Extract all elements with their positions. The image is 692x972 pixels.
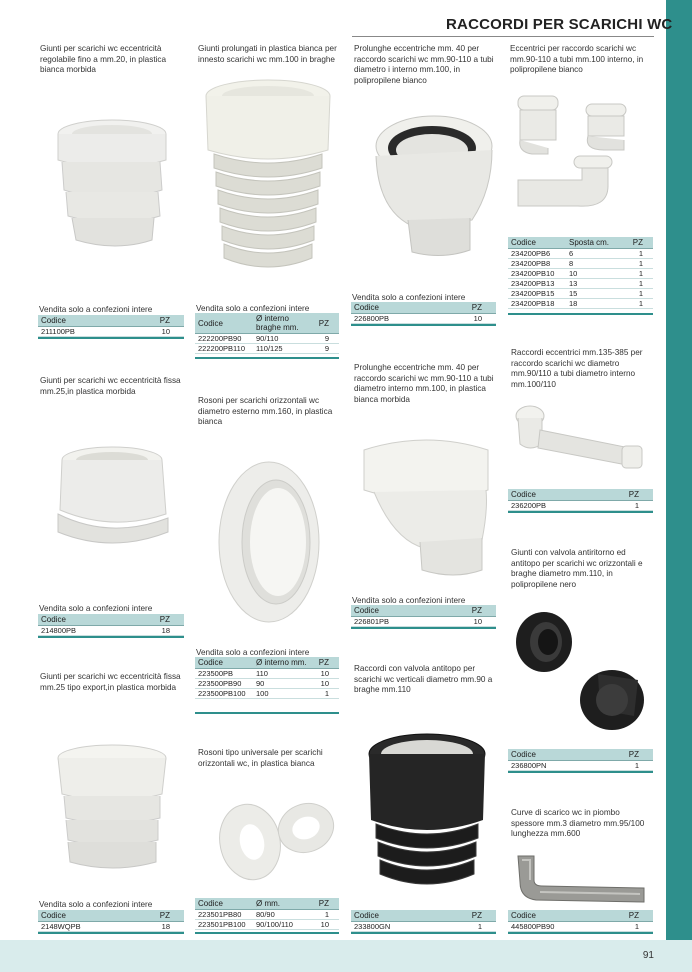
code-table bbox=[38, 910, 184, 932]
table-rule bbox=[38, 337, 184, 339]
product-description: Curve di scarico wc in piombo spessore mm.3 diametro mm.95/100 lunghezza mm.600 bbox=[511, 808, 645, 838]
product-description: Giunti con valvola antiritorno ed antitopo per scarichi wc orizzontali e braghe diametro mm.110, in polipropilene nero bbox=[511, 548, 643, 589]
col-header-pz: PZ bbox=[596, 749, 654, 761]
product-code: 226800PB bbox=[351, 314, 438, 324]
sale-note: Vendita solo a confezioni intere bbox=[196, 304, 310, 313]
col-header-pz: PZ bbox=[624, 237, 653, 249]
code-table bbox=[195, 313, 339, 354]
col-header-pz: PZ bbox=[601, 910, 653, 922]
product-image-antirodent-valve bbox=[362, 730, 492, 900]
table-rule bbox=[195, 932, 339, 934]
col-header-diameter: Ø interno mm. bbox=[253, 657, 314, 669]
product-code: 234200PB6 bbox=[508, 249, 566, 259]
product-description: Giunti per scarichi wc eccentricità regolabile fino a mm.20, in plastica bianca morbida bbox=[40, 44, 167, 74]
product-image-fixed-joint bbox=[44, 440, 180, 560]
offset: 6 bbox=[566, 249, 624, 259]
product-description: Giunti per scarichi wc eccentricità fissa mm.25 tipo export,in plastica morbida bbox=[40, 672, 181, 692]
col-header-code: Codice bbox=[195, 657, 253, 669]
product-code: 223500PB bbox=[195, 669, 253, 679]
table-row bbox=[508, 761, 653, 771]
product-code: 211100PB bbox=[38, 327, 125, 337]
package-qty: 10 bbox=[438, 617, 496, 627]
table-row bbox=[195, 689, 339, 699]
code-table bbox=[195, 898, 339, 930]
col-header-code: Codice bbox=[38, 910, 129, 922]
package-qty: 10 bbox=[314, 669, 339, 679]
package-qty: 9 bbox=[316, 334, 339, 344]
side-color-band bbox=[666, 0, 692, 940]
col-header-pz: PZ bbox=[125, 315, 184, 327]
col-header-pz: PZ bbox=[439, 910, 496, 922]
offset: 13 bbox=[566, 279, 624, 289]
col-header-code: Codice bbox=[508, 237, 566, 249]
product-code: 222200PB110 bbox=[195, 344, 253, 354]
table-rule bbox=[351, 627, 496, 629]
table-rule bbox=[351, 932, 496, 934]
table-row bbox=[195, 669, 339, 679]
package-qty: 1 bbox=[624, 279, 653, 289]
table-rule bbox=[38, 932, 184, 934]
product-image-universal-rosettes bbox=[214, 794, 340, 888]
diameter: 100 bbox=[253, 689, 314, 699]
package-qty: 1 bbox=[596, 761, 654, 771]
sale-note: Vendita solo a confezioni intere bbox=[39, 305, 153, 314]
product-description: Prolunghe eccentriche mm. 40 per raccordo scarichi wc mm.90-110 a tubi diametro i interno mm.100, in polipropilene bianco bbox=[354, 44, 494, 85]
table-rule bbox=[508, 771, 653, 773]
diameter: 110/125 bbox=[253, 344, 316, 354]
table-rule bbox=[508, 511, 653, 513]
package-qty: 18 bbox=[129, 922, 184, 932]
product-code: 222200PB90 bbox=[195, 334, 253, 344]
table-rule bbox=[195, 712, 339, 714]
code-table bbox=[351, 605, 496, 627]
product-code: 234200PB13 bbox=[508, 279, 566, 289]
package-qty: 10 bbox=[125, 327, 184, 337]
col-header-code: Codice bbox=[508, 910, 601, 922]
diameter: 90 bbox=[253, 679, 314, 689]
product-code: 234200PB15 bbox=[508, 289, 566, 299]
table-row bbox=[38, 922, 184, 932]
product-code: 236200PB bbox=[508, 501, 595, 511]
code-table bbox=[508, 489, 653, 511]
product-description: Rosoni per scarichi orizzontali wc diametro esterno mm.160, in plastica bianca bbox=[198, 396, 333, 426]
product-image-export-joint bbox=[40, 738, 184, 888]
product-image-wc-joint bbox=[42, 110, 182, 260]
table-row bbox=[38, 327, 184, 337]
table-row bbox=[351, 922, 496, 932]
sale-note: Vendita solo a confezioni intere bbox=[352, 293, 466, 302]
col-header-pz: PZ bbox=[126, 614, 184, 626]
product-description: Raccordi con valvola antitopo per scarichi wc verticali diametro mm.90 a braghe mm.110 bbox=[354, 664, 493, 694]
product-description: Eccentrici per raccordo scarichi wc mm.90-110 a tubi mm.100 interno, in polipropilene bianco bbox=[510, 44, 644, 74]
table-rule bbox=[508, 313, 653, 315]
offset: 15 bbox=[566, 289, 624, 299]
code-table bbox=[351, 910, 496, 932]
table-row bbox=[508, 259, 653, 269]
sale-note: Vendita solo a confezioni intere bbox=[352, 596, 466, 605]
title-divider bbox=[352, 36, 654, 37]
code-table bbox=[508, 749, 653, 771]
table-row bbox=[508, 249, 653, 259]
code-table bbox=[351, 302, 496, 324]
product-code: 223500PB90 bbox=[195, 679, 253, 689]
table-row bbox=[351, 617, 496, 627]
product-code: 2148WQPB bbox=[38, 922, 129, 932]
offset: 8 bbox=[566, 259, 624, 269]
col-header-code: Codice bbox=[351, 302, 438, 314]
product-code: 233800GN bbox=[351, 922, 439, 932]
package-qty: 1 bbox=[624, 249, 653, 259]
table-row bbox=[508, 269, 653, 279]
package-qty: 1 bbox=[314, 689, 339, 699]
table-row bbox=[508, 922, 653, 932]
table-row bbox=[195, 344, 339, 354]
product-image-lead-bend bbox=[508, 850, 654, 906]
package-qty: 1 bbox=[439, 922, 496, 932]
package-qty: 10 bbox=[438, 314, 496, 324]
package-qty: 1 bbox=[624, 269, 653, 279]
col-header-code: Codice bbox=[351, 910, 439, 922]
table-rule bbox=[351, 324, 496, 326]
product-description: Giunti prolungati in plastica bianca per innesto scarichi wc mm.100 in braghe bbox=[198, 44, 337, 64]
table-row bbox=[508, 299, 653, 309]
diameter: 90/110 bbox=[253, 334, 316, 344]
table-row bbox=[195, 334, 339, 344]
product-code: 214800PB bbox=[38, 626, 126, 636]
product-code: 223501PB100 bbox=[195, 920, 253, 930]
product-image-eccentric-connector bbox=[510, 400, 650, 474]
table-row bbox=[195, 920, 339, 930]
product-description: Giunti per scarichi wc eccentricità fissa mm.25,in plastica morbida bbox=[40, 376, 181, 396]
product-image-eccentric-extension bbox=[352, 110, 498, 260]
footer-band bbox=[0, 940, 692, 972]
diameter: 90/100/110 bbox=[253, 920, 309, 930]
product-image-extended-joint bbox=[198, 76, 338, 292]
col-header-diameter: Ø mm. bbox=[253, 898, 309, 910]
table-row bbox=[508, 279, 653, 289]
table-row bbox=[351, 314, 496, 324]
package-qty: 18 bbox=[126, 626, 184, 636]
package-qty: 10 bbox=[309, 920, 339, 930]
product-description: Raccordi eccentrici mm.135-385 per raccordo scarichi wc diametro mm.90/110 a tubi diametro interno mm.100/110 bbox=[511, 348, 643, 389]
offset: 10 bbox=[566, 269, 624, 279]
table-rule bbox=[508, 932, 653, 934]
col-header-pz: PZ bbox=[438, 605, 496, 617]
package-qty: 10 bbox=[314, 679, 339, 689]
product-code: 236800PN bbox=[508, 761, 596, 771]
code-table bbox=[195, 657, 339, 699]
table-row bbox=[508, 289, 653, 299]
col-header-pz: PZ bbox=[129, 910, 184, 922]
product-image-soft-extension bbox=[354, 430, 498, 580]
page-title: RACCORDI PER SCARICHI WC bbox=[446, 16, 673, 33]
product-code: 234200PB18 bbox=[508, 299, 566, 309]
table-row bbox=[195, 910, 339, 920]
col-header-code: Codice bbox=[195, 898, 253, 910]
product-description: Rosoni tipo universale per scarichi orizzontali wc, in plastica bianca bbox=[198, 748, 323, 768]
diameter: 110 bbox=[253, 669, 314, 679]
sale-note: Vendita solo a confezioni intere bbox=[39, 900, 153, 909]
package-qty: 1 bbox=[601, 922, 653, 932]
col-header-code: Codice bbox=[508, 749, 596, 761]
package-qty: 1 bbox=[595, 501, 653, 511]
col-header-pz: PZ bbox=[314, 657, 339, 669]
table-row bbox=[508, 501, 653, 511]
product-description: Prolunghe eccentriche mm. 40 per raccordo scarichi wc mm.90-110 a tubi diametro interno mm.100, in plastica bianca morbida bbox=[354, 363, 494, 404]
page-number: 91 bbox=[642, 950, 654, 961]
sale-note: Vendita solo a confezioni intere bbox=[39, 604, 153, 613]
col-header-code: Codice bbox=[195, 313, 253, 334]
table-row bbox=[38, 626, 184, 636]
offset: 18 bbox=[566, 299, 624, 309]
product-code: 234200PB10 bbox=[508, 269, 566, 279]
product-code: 226801PB bbox=[351, 617, 438, 627]
sale-note: Vendita solo a confezioni intere bbox=[196, 648, 310, 657]
product-code: 223501PB80 bbox=[195, 910, 253, 920]
col-header-pz: PZ bbox=[316, 313, 339, 334]
table-rule bbox=[38, 636, 184, 638]
table-rule bbox=[195, 357, 339, 359]
col-header-code: Codice bbox=[508, 489, 595, 501]
col-header-pz: PZ bbox=[309, 898, 339, 910]
col-header-offset: Sposta cm. bbox=[566, 237, 624, 249]
package-qty: 9 bbox=[316, 344, 339, 354]
col-header-pz: PZ bbox=[595, 489, 653, 501]
package-qty: 1 bbox=[624, 259, 653, 269]
diameter: 80/90 bbox=[253, 910, 309, 920]
code-table bbox=[38, 614, 184, 636]
product-image-eccentrics bbox=[508, 86, 652, 226]
col-header-code: Codice bbox=[351, 605, 438, 617]
product-image-backflow-valve bbox=[508, 604, 654, 740]
col-header-diameter: Ø interno braghe mm. bbox=[253, 313, 316, 334]
product-code: 445800PB90 bbox=[508, 922, 601, 932]
code-table bbox=[38, 315, 184, 337]
col-header-code: Codice bbox=[38, 315, 125, 327]
package-qty: 1 bbox=[624, 289, 653, 299]
code-table bbox=[508, 237, 653, 309]
col-header-code: Codice bbox=[38, 614, 126, 626]
product-code: 234200PB8 bbox=[508, 259, 566, 269]
package-qty: 1 bbox=[624, 299, 653, 309]
col-header-pz: PZ bbox=[438, 302, 496, 314]
code-table bbox=[508, 910, 653, 932]
product-image-rosette bbox=[214, 452, 324, 632]
package-qty: 1 bbox=[309, 910, 339, 920]
table-row bbox=[195, 679, 339, 689]
product-code: 223500PB100 bbox=[195, 689, 253, 699]
